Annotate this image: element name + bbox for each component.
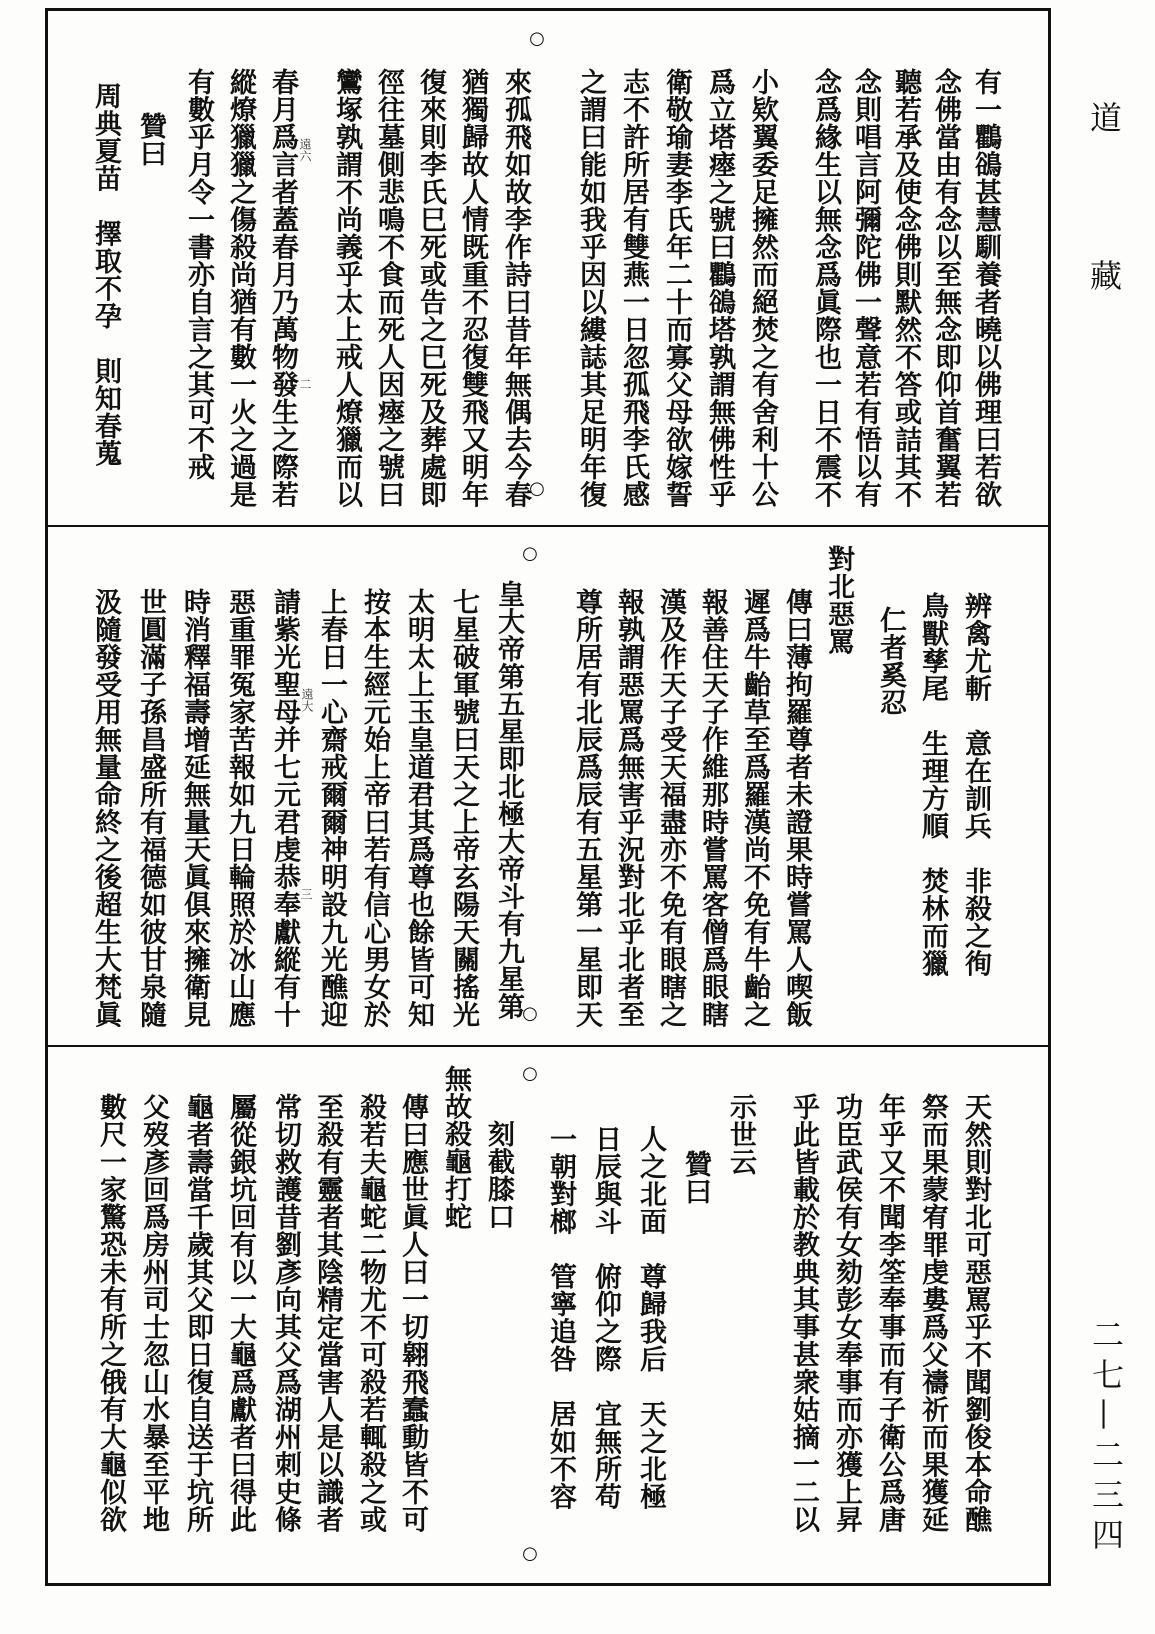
text-column: 徑往墓側悲鳴不食而死人因瘞之號曰 [373,68,404,508]
page-number: 二七—二三四 [1087,1318,1125,1558]
text-column: 汲隨發受用無量命終之後超生大梵眞 [90,588,121,1028]
text-column: 尊所居有北辰爲辰有五星第一星即天 [571,588,602,1028]
text-column: 衛敬瑜妻李氏年二十而寡父母欲嫁誓 [661,68,692,508]
text-column: 祭而果蒙宥罪虔婁爲父禱祈而果獲延 [917,1093,948,1533]
text-column: 數尺一家驚恐未有所之俄有大龜似欲 [95,1093,126,1533]
verse-column: 人之北面 尊歸我后 天之北極 [635,1125,666,1510]
text-column: 傳曰薄拘羅尊者未證果時嘗罵人喫飯 [781,588,812,1028]
section-heading: 對北惡罵 [823,545,854,655]
text-column: 有一鸜鵒甚慧馴養者曉以佛理曰若欲 [970,68,1001,508]
text-column: 常切救護昔劉彥向其父爲湖州刺史條 [270,1093,301,1533]
text-column: 時消釋福壽增延無量天眞俱來擁衛見 [179,588,210,1028]
text-column: 猶獨歸故人情既重不忍復雙飛又明年 [457,68,488,508]
section-heading: 無故殺龜打蛇 [440,1065,471,1230]
text-column: 功臣武侯有女劾彭女奉事而亦獲上昇 [831,1093,862,1533]
text-column: 有數乎月令一書亦自言之其可不戒 [183,68,214,481]
text-column: 聽若承及使念佛則默然不答或詰其不 [890,68,921,508]
marginal-note: 遠六 [298,138,312,162]
verse-column: 日辰與斗 俯仰之際 宜無所苟 [590,1125,621,1510]
text-column: 皇大帝第五星即北極大帝斗有九星第 [493,580,524,1020]
circle-mark: ○ [529,478,545,499]
text-column: 至殺有靈者其陰精定當害人是以識者 [312,1093,343,1533]
text-column: 示世云 [725,1093,756,1176]
text-column: 來孤飛如故李作詩曰昔年無偶去今春 [500,68,531,508]
text-column: 天然則對北可惡罵乎不聞劉俊本命醮 [960,1093,991,1533]
verse-column: 周典夏苗 擇取不孕 則知春蒐 [90,82,121,467]
text-column: 漢及作天子受天福盡亦不免有眼瞎之 [655,588,686,1028]
marginal-note: 遠大 [300,688,314,712]
text-column: 報孰謂惡罵爲無害乎況對北乎北者至 [613,588,644,1028]
text-column: 殺若夫龜蛇二物尤不可殺若輒殺之或 [355,1093,386,1533]
text-column: 父歿彥回爲房州司士忽山水暴至平地 [138,1093,169,1533]
circle-mark: ○ [522,1543,538,1564]
text-column: 世圓滿子孫昌盛所有福德如彼甘泉隨 [135,588,166,1028]
text-column: 小欵翼委足擁然而絕焚之有舍利十公 [747,68,778,508]
panel-divider [45,525,1051,527]
text-column: 太明太上玉皇道君其爲尊也餘皆可知 [403,588,434,1028]
text-column: 爲立塔瘞之號曰鸜鵒塔孰謂無佛性乎 [704,68,735,508]
canon-title-top: 道 [1089,99,1122,137]
eulogy-heading: 贊曰 [680,1150,711,1205]
text-column: 惡重罪冤家苦報如九日輪照於冰山應 [224,588,255,1028]
text-column: 念佛當由有念以至無念即仰首奮翼若 [930,68,961,508]
eulogy-heading: 贊曰 [135,112,166,167]
text-column: 乎此皆載於教典其事甚衆姑摘一二以 [788,1093,819,1533]
text-column: 七星破軍號曰天之上帝玄陽天關搖光 [448,588,479,1028]
marginal-note: 三 [299,888,313,900]
text-column: 龜者壽當千歲其父即日復自送于坑所 [182,1093,213,1533]
text-column: 按本生經元始上帝曰若有信心男女於 [359,588,390,1028]
circle-mark: ○ [522,1063,538,1084]
text-column: 請紫光聖母并七元君虔恭奉獻縱有十 [269,588,300,1028]
panel-divider [45,1045,1051,1047]
text-column: 縱燎獵獵之傷殺尚猶有數一火之過是 [225,68,256,508]
verse-column: 仁者奚忍 [875,606,906,716]
verse-column: 刻截膝口 [483,1120,514,1230]
circle-mark: ○ [522,543,538,564]
text-column: 遲爲牛齝草至爲羅漢尚不免有牛齝之 [739,588,770,1028]
text-column: 傳曰應世眞人曰一切翱飛蠢動皆不可 [397,1093,428,1533]
circle-mark: ○ [522,1003,538,1024]
text-column: 報善住天子作維那時嘗罵客僧爲眼瞎 [697,588,728,1028]
verse-column: 鳥獸孳尾 生理方順 焚林而獵 [917,592,948,977]
text-column: 春月爲言者蓋春月乃萬物發生之際若 [267,68,298,508]
text-column: 志不許所居有雙燕一日忽孤飛李氏感 [618,68,649,508]
verse-column: 辨禽尤斬 意在訓兵 非殺之徇 [960,592,991,977]
text-column: 念爲緣生以無念爲眞際也一日不震不 [810,68,841,508]
text-column: 上春日一心齋戒爾爾神明設九光醮迎 [316,588,347,1028]
text-column: 屬從銀坑回有以一大龜爲獻者曰得此 [225,1093,256,1533]
circle-mark: ○ [529,28,545,49]
canon-title-bottom: 藏 [1089,257,1122,295]
text-column: 之謂曰能如我乎因以縷誌其足明年復 [575,68,606,508]
text-column: 念則唱言阿彌陀佛一聲意若有悟以有 [850,68,881,508]
marginal-note: 二 [298,378,312,390]
text-column: 年乎又不聞李筌奉事而有子衛公爲唐 [874,1093,905,1533]
text-column: 復來則李氏巳死或告之巳死及葬處即 [415,68,446,508]
verse-column: 一朝對榔 管寧追咎 居如不容 [545,1125,576,1510]
text-column: 鸞塚孰謂不尚義乎太上戒人燎獵而以 [331,68,362,508]
